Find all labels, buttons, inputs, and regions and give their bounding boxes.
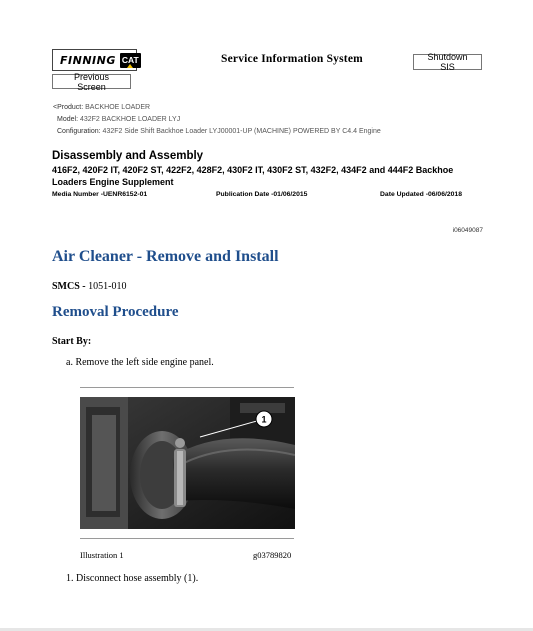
logo-text: FINNING — [60, 53, 116, 67]
previous-screen-button[interactable]: Previous Screen — [52, 74, 131, 89]
publication-date: Publication Date -01/06/2015 — [216, 191, 308, 198]
model-label: Model: — [57, 116, 79, 123]
divider-bottom — [80, 538, 294, 539]
callout-1: 1 — [261, 414, 267, 425]
system-title: Service Information System — [221, 53, 363, 65]
page-title: Air Cleaner - Remove and Install — [52, 248, 279, 265]
step-a: a. Remove the left side engine panel. — [66, 357, 214, 368]
product-label: <Product: — [53, 104, 84, 111]
model-line — [57, 116, 180, 123]
divider-top — [80, 387, 294, 388]
date-updated: Date Updated -06/06/2018 — [380, 191, 462, 198]
smcs-code — [52, 281, 126, 292]
configuration-line — [57, 128, 381, 135]
configuration-value: 432F2 Side Shift Backhoe Loader LYJ00001-UP (MACHINE) POWERED BY C4.4 Engine — [102, 128, 381, 135]
configuration-label: Configuration: — [57, 128, 101, 135]
illustration-code: g03789820 — [253, 550, 292, 560]
image-reference: i06049087 — [452, 227, 483, 234]
product-value: BACKHOE LOADER — [85, 104, 151, 111]
model-value: 432F2 BACKHOE LOADER LYJ — [79, 116, 181, 123]
document-heading: Disassembly and Assembly — [52, 150, 204, 162]
illustration-label: Illustration 1 — [80, 550, 124, 560]
document-models: 416F2, 420F2 IT, 420F2 ST, 422F2, 428F2, 430F2 IT, 430F2 ST, 432F2, 434F2 and 444F2 Backhoe Loaders Engine Supplement — [52, 165, 454, 187]
air-cleaner-hose-photo — [80, 397, 295, 529]
smcs-label: SMCS - — [52, 281, 86, 292]
shutdown-sis-button[interactable]: Shutdown SIS — [413, 54, 482, 70]
start-by-label: Start By: — [52, 336, 92, 347]
smcs-value: 1051-010 — [88, 281, 127, 292]
step-1: 1. Disconnect hose assembly (1). — [66, 573, 199, 584]
cat-logo-badge: CAT — [120, 53, 141, 68]
finning-cat-logo — [52, 49, 137, 71]
product-line — [53, 104, 150, 111]
section-title: Removal Procedure — [52, 304, 179, 320]
media-number: Media Number -UENR6152-01 — [52, 191, 148, 198]
